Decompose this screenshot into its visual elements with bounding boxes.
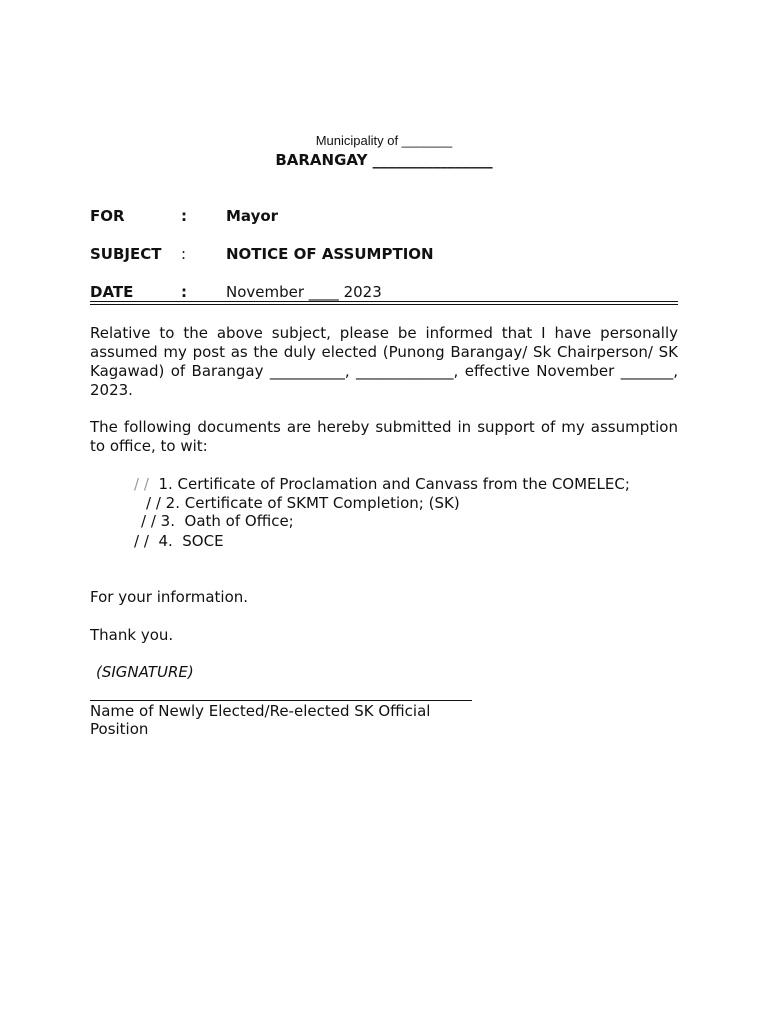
for-colon: :: [181, 207, 187, 225]
documents-intro-paragraph: The following documents are hereby submitted in support of my assumption to office, to wit:: [90, 418, 678, 455]
subject-row: [90, 245, 678, 267]
for-label: FOR: [90, 207, 125, 225]
document-item-2: [146, 494, 460, 513]
thank-you: Thank you.: [90, 626, 174, 644]
barangay-header: BARANGAY ________________: [275, 151, 493, 169]
document-item-3: [141, 512, 294, 531]
checkbox-marker: / /: [134, 475, 149, 493]
checkbox-marker: / /: [146, 494, 161, 512]
for-your-information: For your information.: [90, 588, 249, 606]
position-line: Position: [90, 720, 149, 738]
for-value: Mayor: [226, 207, 279, 225]
signature-placeholder: (SIGNATURE): [96, 663, 194, 681]
checkbox-marker: / /: [134, 532, 149, 550]
signature-line: [90, 700, 472, 701]
for-row: [90, 207, 678, 229]
date-value: November ____ 2023: [226, 283, 382, 301]
document-item-4: [134, 532, 224, 551]
subject-value: NOTICE OF ASSUMPTION: [226, 245, 434, 263]
document-item-1: [134, 475, 630, 494]
date-colon: :: [181, 283, 187, 301]
official-name-line: Name of Newly Elected/Re-elected SK Official: [90, 702, 431, 720]
document-item-text: 4. SOCE: [158, 532, 224, 550]
subject-colon: :: [181, 245, 187, 263]
checkbox-marker: / /: [141, 512, 156, 530]
document-item-text: 3. Oath of Office;: [160, 512, 294, 530]
document-item-text: 2. Certificate of SKMT Completion; (SK): [165, 494, 460, 512]
date-label: DATE: [90, 283, 134, 301]
subject-label: SUBJECT: [90, 245, 162, 263]
double-rule-bottom: [90, 304, 678, 305]
document-item-text: 1. Certificate of Proclamation and Canvass from the COMELEC;: [158, 475, 630, 493]
assumption-paragraph: Relative to the above subject, please be informed that I have personally assumed my post as the duly elected (Punong Barangay/ Sk Chairperson/ SK Kagawad) of Barangay __________, _____________, effective November _______, 2023.: [90, 324, 678, 399]
double-rule-top: [90, 301, 678, 302]
municipality-header: Municipality of _______: [315, 133, 453, 148]
